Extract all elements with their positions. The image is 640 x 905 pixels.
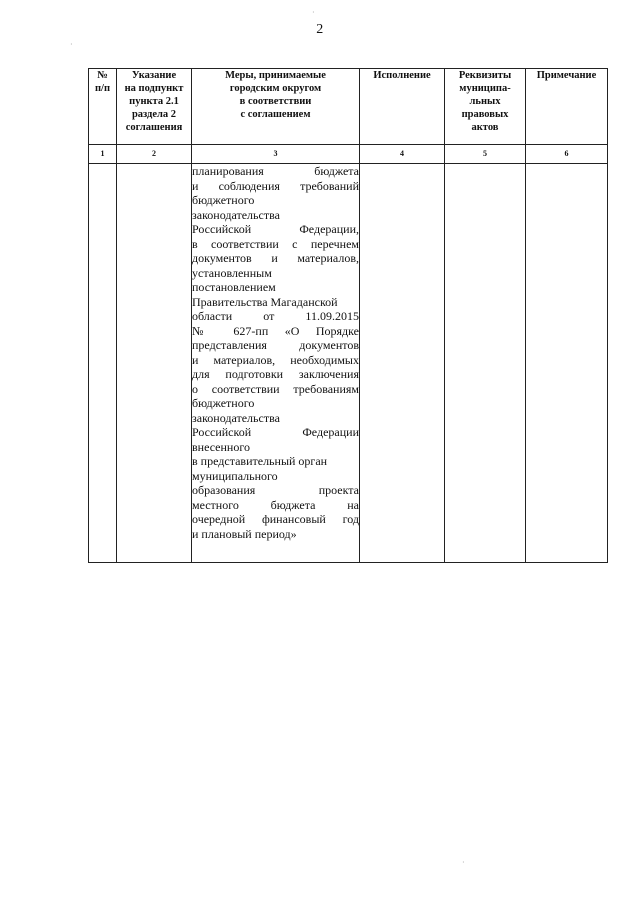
measure-text-line: в соответствии с перечнем [192,236,359,251]
measure-text-line: № 627-пп «О Порядке [192,323,359,338]
measure-text-line: и плановый период» [192,526,297,541]
column-number: 4 [360,145,445,164]
header-line: пункта 2.1 [129,96,179,107]
header-cell-number [89,69,117,145]
header-line: Указание [131,70,177,81]
header-line: Исполнение [373,70,431,81]
header-line: раздела 2 [131,109,177,120]
measure-text-line: очередной финансовый год [192,512,359,526]
header-line: городским округом [229,83,322,94]
cell-legal-acts [445,164,526,563]
measure-text-line: планирования бюджета [192,164,359,178]
measure-text-line: внесенного [192,439,250,454]
measure-text-line: постановлением [192,280,276,294]
header-cell-legal-acts [445,69,526,145]
table-row [89,164,608,563]
column-number: 3 [192,145,360,164]
measure-text-line: муниципального [192,468,278,483]
measure-text-line: области от 11.09.2015 [192,309,359,323]
header-line: Меры, принимаемые [225,70,326,81]
measure-text-line: и материалов, необходимых [192,352,359,367]
measure-text-line: образования проекта [192,483,359,497]
measure-text-line: Российской Федерации, [192,222,359,236]
header-line: правовых [461,109,509,120]
page-number: 2 [316,22,324,37]
column-number: 6 [526,145,608,164]
header-line: п/п [94,83,111,94]
measure-text-line: представления документов [192,338,359,352]
measure-text-line: установленным [192,265,272,280]
measure-text-line: бюджетного [192,193,255,207]
cell-subclause [117,164,192,563]
measure-text-line: местного бюджета на [192,497,359,512]
header-cell-measures [192,69,360,145]
scan-speck: · [462,858,465,867]
header-line: № [97,70,108,81]
measure-text-line: документов и материалов, [192,251,359,265]
header-line: соглашения [125,122,183,133]
header-line: на подпункт [124,83,184,94]
header-line: актов [471,122,499,133]
measure-text-line: для подготовки заключения [192,367,359,381]
measure-text-line: Правительства Магаданской [192,294,338,309]
measure-text-line: законодательства [192,207,280,222]
cell-execution [360,164,445,563]
header-cell-subclause [117,69,192,145]
cell-measure-text [192,164,360,563]
header-cell-execution [360,69,445,145]
measure-text-line: Российской Федерации [192,425,359,439]
header-line: в соответствии [239,96,312,107]
header-line: Реквизиты [458,70,512,81]
header-line: льных [469,96,501,107]
column-number: 2 [117,145,192,164]
header-row [89,69,608,145]
header-line: Примечание [536,70,597,81]
scan-speck: · [70,40,73,49]
measure-text-line: и соблюдения требований [192,178,359,193]
measure-text-line: о соответствии требованиям [192,381,359,396]
column-number: 5 [445,145,526,164]
measures-table [88,68,608,563]
header-line: с соглашением [240,109,311,120]
measure-text-line: в представительный орган [192,454,328,468]
header-cell-note [526,69,608,145]
measure-text-line: законодательства [192,410,280,425]
cell-number [89,164,117,563]
header-line: муниципа- [459,83,511,94]
column-number: 1 [89,145,117,164]
column-number-row [89,145,608,164]
cell-note [526,164,608,563]
scan-speck: · [312,8,315,17]
measure-text-line: бюджетного [192,396,255,410]
